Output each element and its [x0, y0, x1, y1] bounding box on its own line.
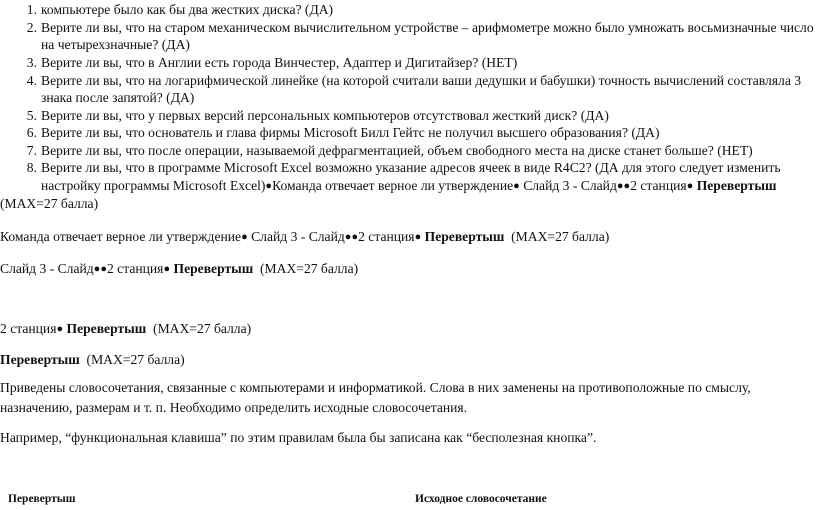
list-number: 4.	[26, 73, 37, 88]
list-text: Верите ли вы, что в Англии есть города Винчестер, Адаптер и Дигитайзер? (НЕТ)	[41, 55, 518, 70]
list-number: 3.	[26, 55, 37, 70]
list-text: на четырехзначные? (ДА)	[41, 37, 190, 52]
slide-line: Слайд 3 - Слайд●●2 станция● Перевертыш (MAX=27 балла)	[0, 261, 359, 276]
table-header-perevertysh: Перевертыш	[8, 493, 76, 505]
intro-paragraph-line: Приведены словосочетания, связанные с компьютерами и информатикой. Слова в них заменены на противоположные по смыслу,	[0, 380, 751, 395]
example-paragraph: Например, “функциональная клавиша” по этим правилам была бы записана как “бесполезная кнопка”.	[0, 430, 597, 445]
list-text: Верите ли вы, что у первых версий персональных компьютеров отсутствовал жесткий диск? (ДА)	[41, 108, 609, 123]
max-score-text: (MAX=27 балла)	[0, 196, 99, 211]
bullet-icon: ●	[56, 323, 64, 335]
list-number: 2.	[26, 20, 37, 35]
list-text: знака после запятой? (ДА)	[41, 90, 195, 105]
list-number: 6.	[26, 125, 37, 140]
command-line: Команда отвечает верное ли утверждение● Слайд 3 - Слайд●●2 станция● Перевертыш (MAX=27 балла)	[0, 229, 610, 244]
bullet-icon: ●	[265, 180, 273, 192]
list-number: 1.	[26, 2, 37, 17]
bullet-icon: ●	[241, 231, 248, 243]
list-text-continued: настройку программы Microsoft Excel)●Команда отвечает верное ли утверждение● Слайд 3 - Слайд●●2 станция● Перевертыш	[41, 178, 777, 193]
bullet-icon: ●	[93, 263, 101, 275]
list-number: 7.	[26, 143, 37, 158]
bullet-icon: ●	[163, 263, 171, 275]
list-text: Верите ли вы, что в программе Microsoft Excel возможно указание адресов ячеек в виде R4C2? (ДА для этого следует изменить	[41, 160, 781, 175]
intro-paragraph-line: назначению, размерам и т. п. Необходимо определить исходные словосочетания.	[0, 400, 468, 415]
list-text: Верите ли вы, что основатель и глава фирмы Microsoft Билл Гейтс не получил высшего образования? (ДА)	[41, 125, 660, 140]
bullet-icon: ●	[616, 180, 624, 192]
bullet-icon: ●	[513, 180, 520, 192]
list-number: 8.	[26, 160, 37, 175]
list-number: 5.	[26, 108, 37, 123]
perevertysh-line: Перевертыш (MAX=27 балла)	[0, 352, 185, 367]
list-text: Верите ли вы, что после операции, называемой дефрагментацией, объем свободного места на диске станет больше? (НЕТ)	[41, 143, 753, 158]
bullet-icon: ●	[100, 263, 107, 275]
bullet-icon: ●	[351, 231, 359, 243]
list-text: Верите ли вы, что на логарифмической линейке (на которой считали ваши дедушки и бабушки) точность вычислений составляла 3	[41, 73, 802, 88]
table-header-original: Исходное словосочетание	[415, 493, 547, 505]
bullet-icon: ●	[414, 231, 422, 243]
list-text: Верите ли вы, что на старом механическом вычислительном устройстве – арифмометре можно было умножать восьмизначные число	[41, 20, 814, 35]
bullet-icon: ●	[623, 180, 631, 192]
bullet-icon: ●	[344, 231, 352, 243]
station-line: 2 станция● Перевертыш (MAX=27 балла)	[0, 321, 252, 336]
bullet-icon: ●	[686, 180, 694, 192]
list-text: компьютере было как бы два жестких диска? (ДА)	[41, 2, 334, 17]
